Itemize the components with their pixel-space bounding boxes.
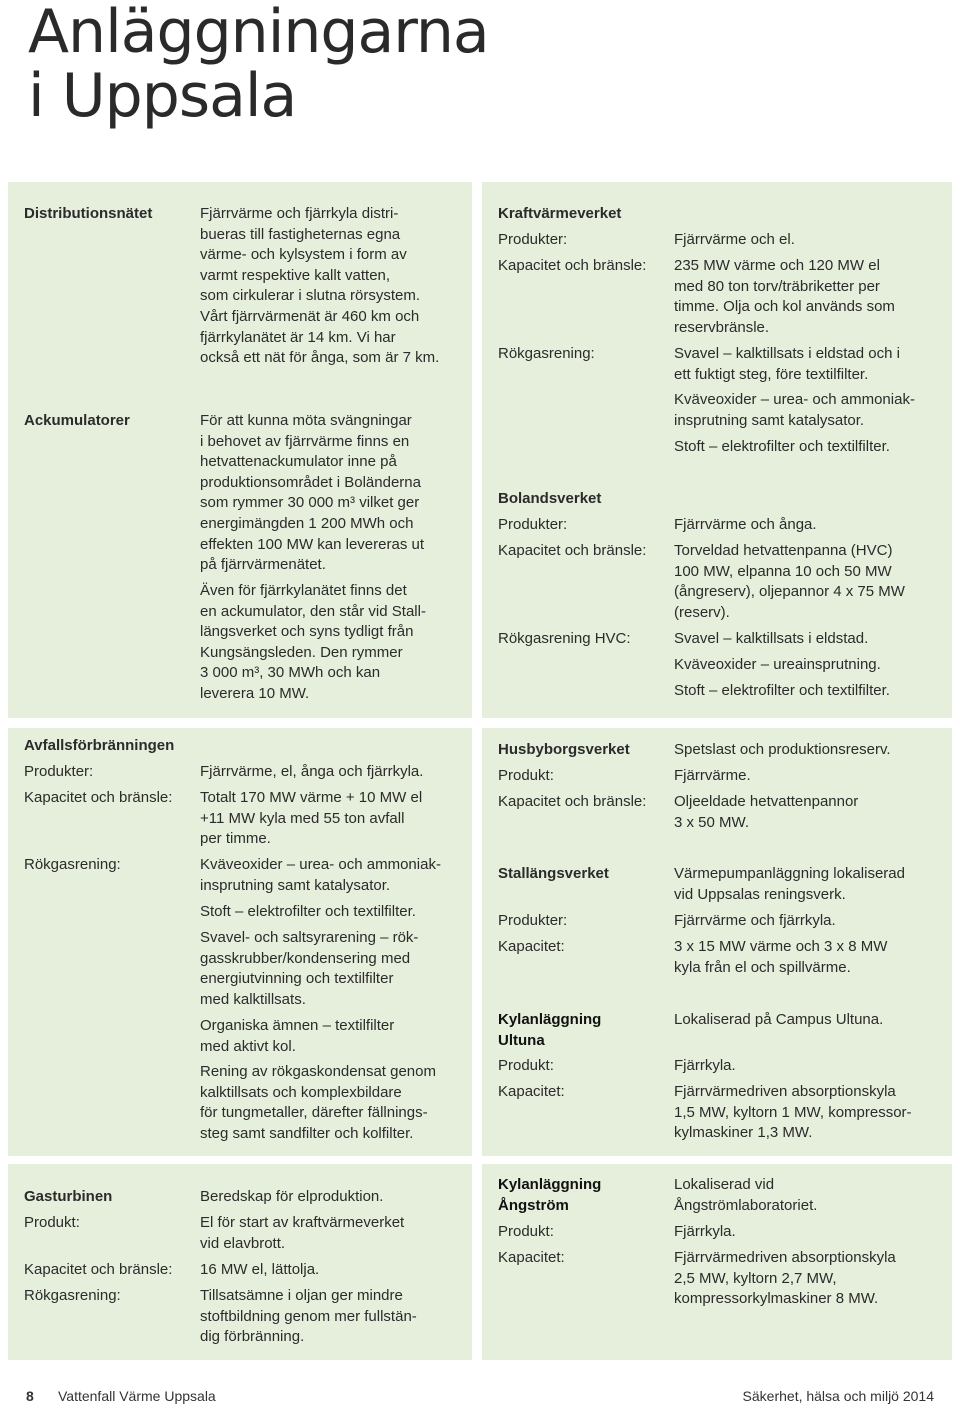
stallangs-heading: Stallängsverket: [498, 865, 609, 882]
angstrom-heading: Kylanläggning Ångström: [498, 1176, 602, 1214]
kraftvarmeverket-heading: Kraftvärmeverket: [498, 205, 622, 222]
ackumulatorer-heading: Ackumulatorer: [24, 412, 130, 429]
gasturbinen-value-2: 16 MW el, lättolja.: [200, 1261, 320, 1278]
bolandsverket-value-2: Torveldad hetvattenpanna (HVC) 100 MW, elpanna 10 och 50 MW (ångreserv), oljepannor 4 x 75 MW (reserv).: [674, 542, 905, 621]
stallangs-label-2: Kapacitet:: [498, 938, 565, 955]
husbyborg-value-1: Fjärrvärme.: [674, 767, 751, 784]
bolandsverket-value-1: Fjärrvärme och ånga.: [674, 516, 817, 533]
kraftvarmeverket-label-1: Produkter:: [498, 231, 568, 248]
avfall-value-2: Totalt 170 MW värme + 10 MW el +11 MW kyla med 55 ton avfall per timme.: [200, 789, 423, 848]
avfall-value-1: Fjärrvärme, el, ånga och fjärrkyla.: [200, 763, 424, 780]
husbyborg-heading: Husbyborgsverket: [498, 741, 630, 758]
ultuna-value-2: Fjärrvärmedriven absorptionskyla 1,5 MW, kyltorn 1 MW, kompressor- kylmaskiner 1,3 MW.: [674, 1083, 912, 1142]
distribution-text: Fjärrvärme och fjärrkyla distri- bueras till fastigheternas egna värme- och kylsystem i form av varmt respektive kallt vatten, som cirkulerar i slutna rörsystem. Vårt fjärrvärmenät är 460 km och fjärrkylanätet är 14 km. Vi har också ett nät för ånga, som är 7 km.: [200, 205, 440, 367]
avfall-label-3: Rökgasrening:: [24, 856, 121, 873]
gasturbinen-value-3: Tillsatsämne i oljan ger mindre stoftbildning genom mer fullstän- dig förbränning.: [200, 1287, 417, 1346]
gasturbinen-label-2: Kapacitet och bränsle:: [24, 1261, 173, 1278]
ultuna-label-2: Kapacitet:: [498, 1083, 565, 1100]
gasturbinen-heading: Gasturbinen: [24, 1188, 113, 1205]
stallangs-value-2: 3 x 15 MW värme och 3 x 8 MW kyla från el och spillvärme.: [674, 938, 888, 976]
husbyborg-value-2: Oljeeldade hetvattenpannor 3 x 50 MW.: [674, 793, 859, 831]
bolandsverket-value-3a: Svavel – kalktillsats i eldstad.: [674, 630, 869, 647]
kraftvarmeverket-value-1: Fjärrvärme och el.: [674, 231, 795, 248]
bolandsverket-value-3b: Kväveoxider – ureainsprutning.: [674, 656, 881, 673]
ultuna-label-1: Produkt:: [498, 1057, 554, 1074]
ultuna-value-0: Lokaliserad på Campus Ultuna.: [674, 1011, 884, 1028]
footer-left-text: Vattenfall Värme Uppsala: [58, 1388, 216, 1404]
avfall-value-3a: Kväveoxider – urea- och ammoniak- insprutning samt katalysator.: [200, 856, 441, 894]
page-number: 8: [26, 1388, 34, 1404]
bolandsverket-label-3: Rökgasrening HVC:: [498, 630, 631, 647]
ultuna-value-1: Fjärrkyla.: [674, 1057, 736, 1074]
kraftvarmeverket-value-2: 235 MW värme och 120 MW el med 80 ton torv/träbriketter per timme. Olja och kol används som reservbränsle.: [674, 257, 895, 336]
title-line-2: i Uppsala: [28, 61, 297, 131]
gasturbinen-label-3: Rökgasrening:: [24, 1287, 121, 1304]
avfall-value-3b: Stoft – elektrofilter och textilfilter.: [200, 903, 416, 920]
avfall-label-1: Produkter:: [24, 763, 94, 780]
kraftvarmeverket-label-2: Kapacitet och bränsle:: [498, 257, 647, 274]
angstrom-label-2: Kapacitet:: [498, 1249, 565, 1266]
ackumulatorer-text-2: Även för fjärrkylanätet finns det en ackumulator, den står vid Stall- längsverket och syns tydligt från Kungsängsleden. Den rymmer 3 000 m³, 30 MWh och kan leverera 10 MW.: [200, 582, 426, 702]
gasturbinen-value-1: El för start av kraftvärmeverket vid elavbrott.: [200, 1214, 405, 1252]
bolandsverket-heading: Bolandsverket: [498, 490, 602, 507]
ultuna-heading: Kylanläggning Ultuna: [498, 1011, 602, 1049]
title-line-1: Anläggningarna: [28, 0, 489, 67]
angstrom-value-1: Fjärrkyla.: [674, 1223, 736, 1240]
bolandsverket-label-2: Kapacitet och bränsle:: [498, 542, 647, 559]
stallangs-value-1: Fjärrvärme och fjärrkyla.: [674, 912, 836, 929]
husbyborg-label-2: Kapacitet och bränsle:: [498, 793, 647, 810]
avfall-label-2: Kapacitet och bränsle:: [24, 789, 173, 806]
avfall-value-3c: Svavel- och saltsyrarening – rök- gasskrubber/kondensering med energiutvinning och textilfilter med kalktillsats.: [200, 929, 419, 1008]
stallangs-value-0: Värmepumpanläggning lokaliserad vid Uppsalas reningsverk.: [674, 865, 905, 903]
bolandsverket-value-3c: Stoft – elektrofilter och textilfilter.: [674, 682, 890, 699]
page-title: [28, 0, 489, 131]
husbyborg-label-1: Produkt:: [498, 767, 554, 784]
ackumulatorer-text-1: För att kunna möta svängningar i behovet av fjärrvärme finns en hetvattenackumulator inne på produktionsområdet i Boländerna som rymmer 30 000 m³ vilket ger energimängden 1 200 MWh och effekten 100 MW kan levereras ut på fjärrvärmenätet.: [200, 412, 425, 574]
footer-right-text: Säkerhet, hälsa och miljö 2014: [742, 1388, 934, 1404]
husbyborg-value-0: Spetslast och produktionsreserv.: [674, 741, 891, 758]
angstrom-value-0: Lokaliserad vid Ångströmlaboratoriet.: [674, 1176, 818, 1214]
avfall-value-3e: Rening av rökgaskondensat genom kalktillsats och komplexbildare för tungmetaller, därefter fällnings- steg samt sandfilter och kolfilter.: [200, 1063, 436, 1142]
angstrom-label-1: Produkt:: [498, 1223, 554, 1240]
bolandsverket-label-1: Produkter:: [498, 516, 568, 533]
distribution-heading: Distributionsnätet: [24, 205, 153, 222]
avfall-heading: Avfallsförbränningen: [24, 737, 175, 754]
gasturbinen-label-1: Produkt:: [24, 1214, 80, 1231]
avfall-value-3d: Organiska ämnen – textilfilter med aktivt kol.: [200, 1017, 395, 1055]
stallangs-label-1: Produkter:: [498, 912, 568, 929]
kraftvarmeverket-value-3b: Kväveoxider – urea- och ammoniak- insprutning samt katalysator.: [674, 391, 915, 429]
angstrom-value-2: Fjärrvärmedriven absorptionskyla 2,5 MW, kyltorn 2,7 MW, kompressorkylmaskiner 8 MW.: [674, 1249, 896, 1308]
kraftvarmeverket-value-3a: Svavel – kalktillsats i eldstad och i ett fuktigt steg, före textilfilter.: [674, 345, 900, 383]
kraftvarmeverket-value-3c: Stoft – elektrofilter och textilfilter.: [674, 438, 890, 455]
gasturbinen-value-0: Beredskap för elproduktion.: [200, 1188, 384, 1205]
kraftvarmeverket-label-3: Rökgasrening:: [498, 345, 595, 362]
